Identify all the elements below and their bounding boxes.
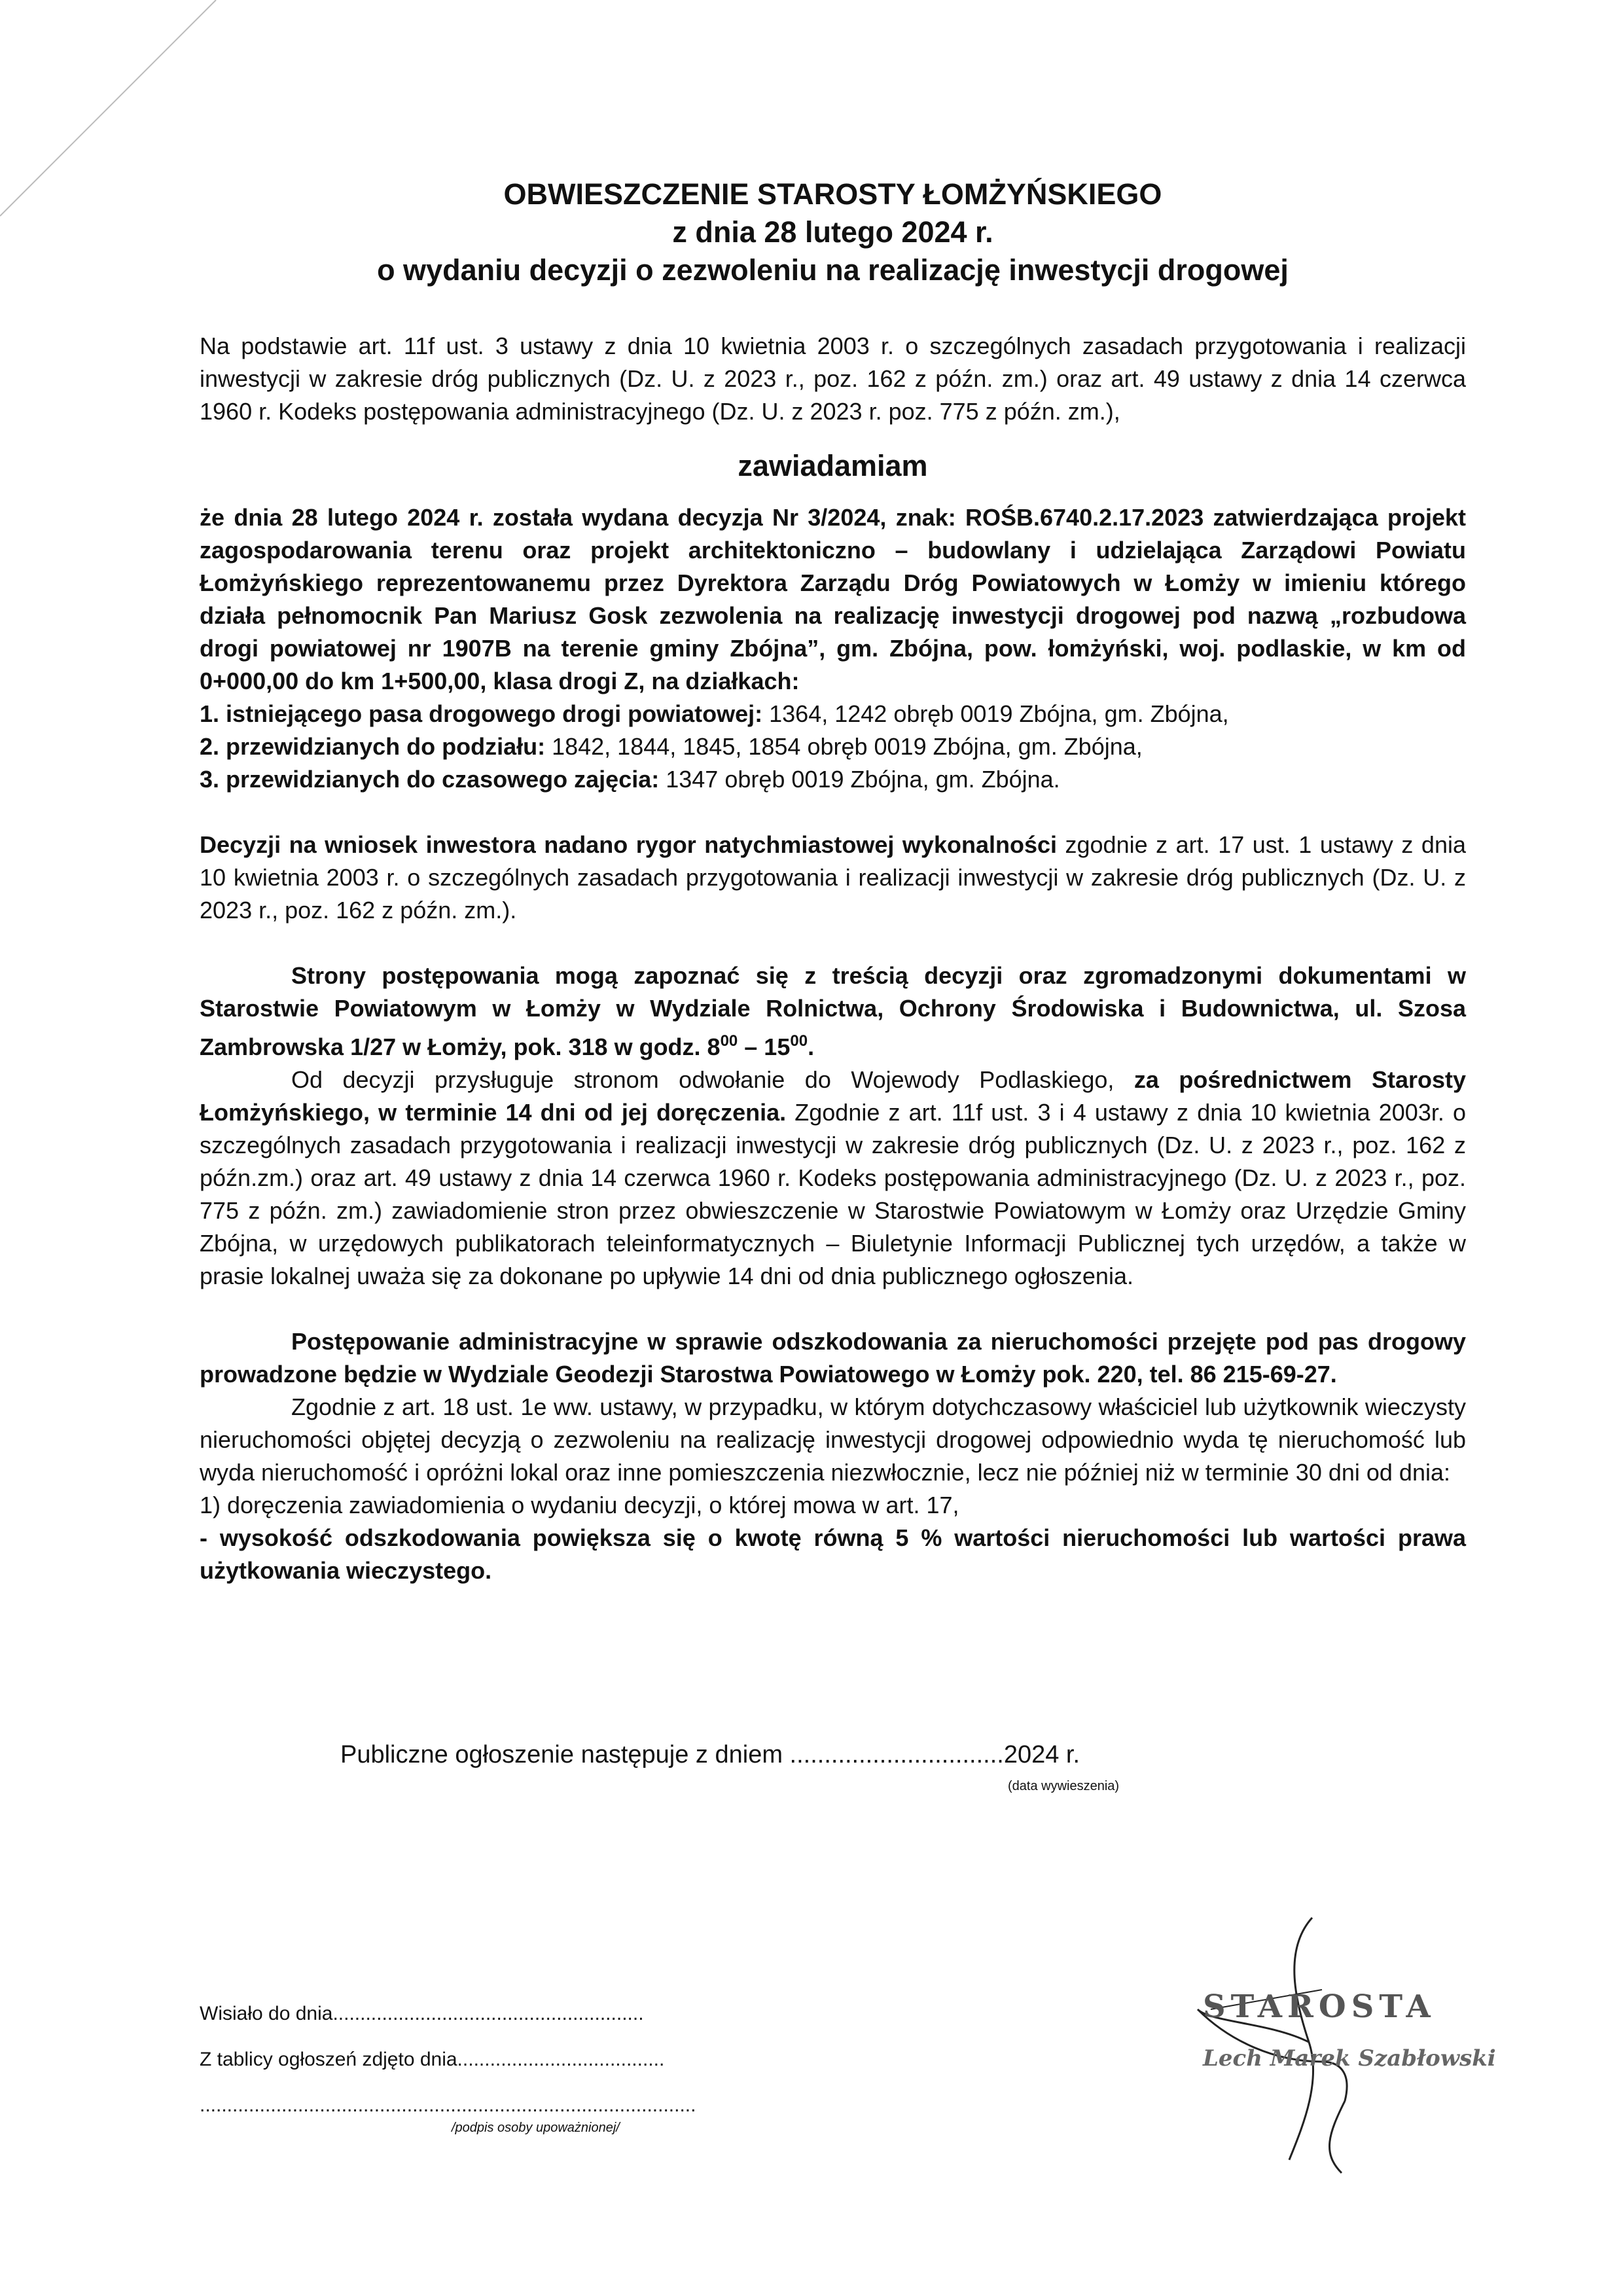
removed-on-line: Z tablicy ogłoszeń zdjęto dnia...................................... xyxy=(200,2049,665,2070)
title-line-2: z dnia 28 lutego 2024 r. xyxy=(672,215,993,249)
decision-paragraph: że dnia 28 lutego 2024 r. została wydana decyzja Nr 3/2024, znak: ROŚB.6740.2.17.2023 zatwierdzająca projekt zagospodarowania terenu oraz projekt architektoniczno – budowlany i udzielająca Zarządowi Powiatu Łomżyńskiego reprezentowanemu przez Dyrektora Zarządu Dróg Powiatowych w Łomży w imieniu którego działa pełnomocnik Pan Mariusz Gosk zezwolenia na realizację inwestycji drogowej pod nazwą „rozbudowa drogi powiatowej nr 1907B na terenie gminy Zbójna”, gm. Zbójna, pow. łomżyński, woj. podlaskie, w km od 0+000,00 do km 1+500,00, klasa drogi Z, na działkach: xyxy=(200,504,1466,694)
title-line-3: o wydaniu decyzji o zezwoleniu na realizację inwestycji drogowej xyxy=(377,253,1289,287)
compensation-paragraph: Postępowanie administracyjne w sprawie odszkodowania za nieruchomości przejęte pod pas drogowy prowadzone będzie w Wydziale Geodezji Starostwa Powiatowego w Łomży pok. 220, tel. 86 215-69-27. xyxy=(200,1328,1466,1388)
document-body xyxy=(200,175,1466,1587)
intro-paragraph: Na podstawie art. 11f ust. 3 ustawy z dnia 10 kwietnia 2003 r. o szczególnych zasadach przygotowania i realizacji inwestycji w zakresie dróg publicznych (Dz. U. z 2023 r., poz. 162 z późn. zm.) oraz art. 49 ustawy z dnia 14 czerwca 1960 r. Kodeks postępowania administracyjnego (Dz. U. z 2023 r. poz. 775 z późn. zm.), xyxy=(200,332,1466,425)
art18-bold-note: - wysokość odszkodowania powiększa się o kwotę równą 5 % wartości nieruchomości lub wartości prawa użytkowania wieczystego. xyxy=(200,1524,1466,1584)
announcement-line: Publiczne ogłoszenie następuje z dniem ...............................2024 r. xyxy=(340,1741,1080,1768)
parties-paragraph: Strony postępowania mogą zapoznać się z treścią decyzji oraz zgromadzonymi dokumentami w Starostwie Powiatowym w Łomży w Wydziale Rolnictwa, Ochrony Środowiska i Budownictwa, ul. Szosa Zambrowska 1/27 w Łomży, pok. 318 w godz. $8^{00} - 15^{00}$. xyxy=(200,962,1466,1060)
signature-note: /podpis osoby upoważnionej/ xyxy=(452,2121,620,2135)
stamp-name: Lech Marek Szabłowski xyxy=(1203,2045,1496,2072)
plot-item: 1. istniejącego pasa drogowego drogi powiatowej: 1364, 1242 obręb 0019 Zbójna, gm. Zbójna, xyxy=(200,700,1229,727)
stamp-title: STAROSTA xyxy=(1203,1988,1436,2025)
title-block xyxy=(200,175,1466,289)
plot-item: 3. przewidzianych do czasowego zajęcia: 1347 obręb 0019 Zbójna, gm. Zbójna. xyxy=(200,766,1060,793)
announcement-note: (data wywieszenia) xyxy=(1008,1779,1120,1793)
art18-paragraph: Zgodnie z art. 18 ust. 1e ww. ustawy, w przypadku, w którym dotychczasowy właściciel lub użytkownik wieczysty nieruchomości objętej decyzją o zezwoleniu na realizację inwestycji drogowej odpowiednio wyda tę nieruchomość lub wyda nieruchomość i opróżni lokal oraz inne pomieszczenia niezwłocznie, lecz nie później niż w terminie 30 dni od dnia: xyxy=(200,1393,1466,1486)
title-line-1: OBWIESZCZENIE STAROSTY ŁOMŻYŃSKIEGO xyxy=(503,177,1162,211)
scan-edge-line xyxy=(0,0,223,223)
plot-item: 2. przewidzianych do podziału: 1842, 1844, 1845, 1854 obręb 0019 Zbójna, gm. Zbójna, xyxy=(200,733,1143,760)
plots-list xyxy=(200,698,1466,796)
art18-item: 1) doręczenia zawiadomienia o wydaniu decyzji, o której mowa w art. 17, xyxy=(200,1492,959,1518)
hung-until-line: Wisiało do dnia......................................................... xyxy=(200,2003,644,2024)
rygor-paragraph: Decyzji na wniosek inwestora nadano rygor natychmiastowej wykonalności zgodnie z art. 17 ust. 1 ustawy z dnia 10 kwietnia 2003 r. o szczególnych zasadach przygotowania i realizacji inwestycji w zakresie dróg publicznych (Dz. U. z 2023 r., poz. 162 z późn. zm.). xyxy=(200,831,1466,924)
heading-zawiadamiam: zawiadamiam xyxy=(738,449,928,482)
signature-dots: ........................................................................................... xyxy=(200,2094,696,2116)
appeal-paragraph: Od decyzji przysługuje stronom odwołanie do Wojewody Podlaskiego, za pośrednictwem Starosty Łomżyńskiego, w terminie 14 dni od jej doręczenia. Zgodnie z art. 11f ust. 3 i 4 ustawy z dnia 10 kwietnia 2003r. o szczególnych zasadach przygotowania i realizacji inwestycji w zakresie dróg publicznych (Dz. U. z 2023 r., poz. 162 z późn.zm.) oraz art. 49 ustawy z dnia 14 czerwca 1960 r. Kodeks postępowania administracyjnego (Dz. U. z 2023 r., poz. 775 z późn. zm.) zawiadomienie stron przez obwieszczenie w Starostwie Powiatowym w Łomży oraz Urzędzie Gminy Zbójna, w urzędowych publikatorach teleinformatycznych – Biuletynie Informacji Publicznej tych urzędów, a także w prasie lokalnej uważa się za dokonane po upływie 14 dni od dnia publicznego ogłoszenia. xyxy=(200,1066,1466,1289)
